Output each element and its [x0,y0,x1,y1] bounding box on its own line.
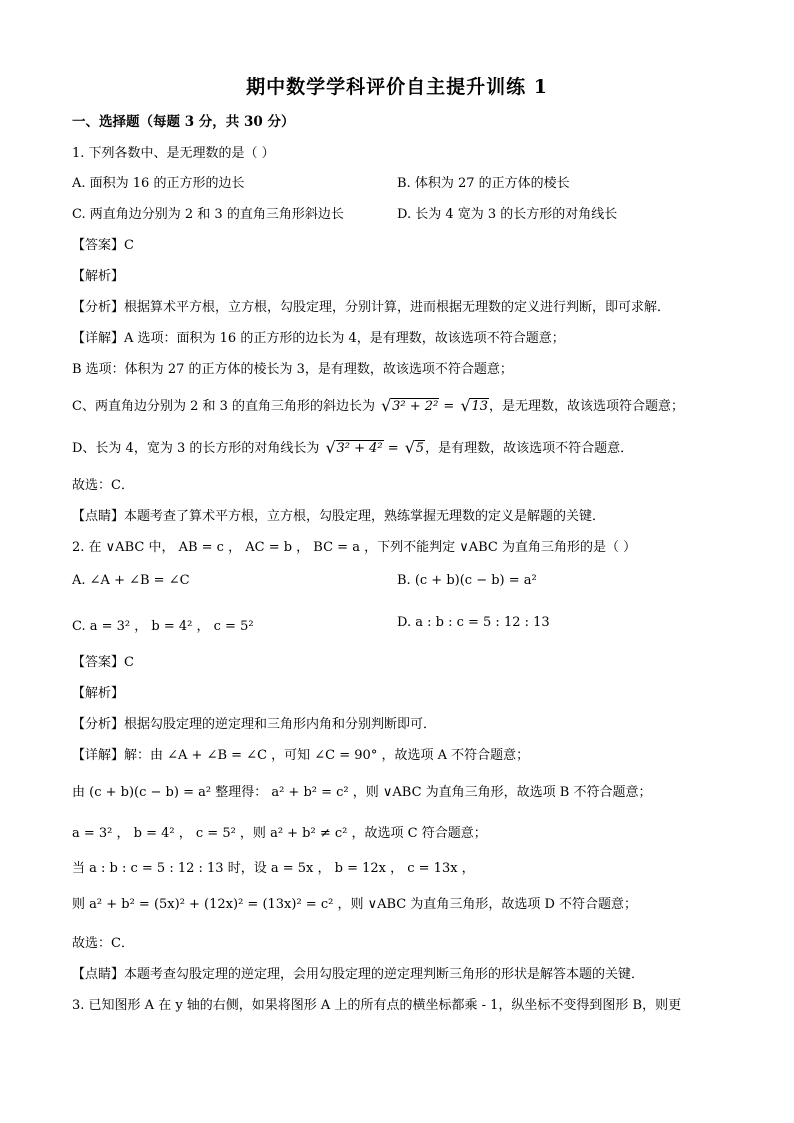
q2-choose: 故选：C． [72,936,134,951]
sqrt-result: √ 13 [460,399,489,414]
q1-fenxi: 【分析】根据算术平方根，立方根，勾股定理，分别计算，进而根据无理数的定义进行判断，即可求解． [72,300,671,315]
q1-detail-c: C、两直角边分别为 2 和 3 的直角三角形的斜边长为 √ 3² + 2² = √ 13，是无理数，故该选项符合题意； [72,395,684,414]
sqrt-expression: √ 3² + 4² [326,441,384,456]
q2-option-b: B. (c + b)(c − b) = a² [397,573,537,588]
q2-dianjing: 【点睛】本题考查勾股定理的逆定理，会用勾股定理的逆定理判断三角形的形状是解答本题的关键． [72,967,645,982]
q3-stem: 3. 已知图形 A 在 y 轴的右侧，如果将图形 A 上的所有点的横坐标都乘 - 1，纵坐标不变得到图形 B，则更 [72,998,682,1013]
q1-detail-b: B 选项：体积为 27 的正方体的棱长为 3，是有理数，故该选项不符合题意； [72,362,513,377]
q1-option-b: B. 体积为 27 的正方体的棱长 [397,176,570,191]
q1-choose: 故选：C． [72,478,134,493]
q2-analysis-label: 【解析】 [72,686,125,701]
q1-analysis-label: 【解析】 [72,269,125,284]
section-header: 一、选择题（每题 3 分，共 30 分） [72,114,295,130]
q2-detail-3: a = 3² ， b = 4² ， c = 5² ，则 a² + b² ≠ c² ，故选项 C 符合题意； [72,826,487,841]
q2-detail-2: 由 (c + b)(c − b) = a² 整理得： a² + b² = c² ，则 ∨ABC 为直角三角形，故选项 B 不符合题意； [72,785,652,800]
q1-option-d: D. 长为 4 宽为 3 的长方形的对角线长 [397,207,618,222]
page-title: 期中数学学科评价自主提升训练 1 [246,76,548,98]
q2-option-a: A. ∠A + ∠B = ∠C [72,573,190,588]
q2-answer: 【答案】C [72,655,134,670]
q2-option-c: C. a = 3² ， b = 4² ， c = 5² [72,619,254,634]
q1-answer: 【答案】C [72,238,134,253]
q1-dianjing: 【点睛】本题考查了算术平方根，立方根，勾股定理，熟练掌握无理数的定义是解题的关键． [72,509,606,524]
q1-stem: 1. 下列各数中、是无理数的是（ ） [72,146,275,161]
q2-detail-4: 当 a : b : c = 5 : 12 : 13 时，设 a = 5x ， b = 12x ， c = 13x ， [72,861,475,876]
q2-stem: 2. 在 ∨ABC 中， AB = c ， AC = b ， BC = a ，下列不能判定 ∨ABC 为直角三角形的是（ ） [72,540,637,555]
q2-detail-1: 【详解】解：由 ∠A + ∠B = ∠C ，可知 ∠C = 90° ，故选项 A 不符合题意； [72,748,530,763]
q1-detail-a: 【详解】A 选项：面积为 16 的正方形的边长为 4，是有理数，故该选项不符合题意； [72,331,565,346]
q2-detail-5: 则 a² + b² = (5x)² + (12x)² = (13x)² = c² ，则 ∨ABC 为直角三角形，故选项 D 不符合题意； [72,897,638,912]
sqrt-expression: √ 3² + 2² [381,399,439,414]
q2-option-d: D. a : b : c = 5 : 12 : 13 [397,615,550,630]
q1-detail-c-pre: C、两直角边分别为 2 和 3 的直角三角形的斜边长为 [72,399,380,414]
sqrt-result: √ 5 [405,441,425,456]
q1-option-c: C. 两直角边分别为 2 和 3 的直角三角形斜边长 [72,207,344,222]
q1-option-a: A. 面积为 16 的正方形的边长 [72,176,245,191]
q1-detail-d: D、长为 4，宽为 3 的长方形的对角线长为 √ 3² + 4² = √ 5，是有理数，故该选项不符合题意． [72,437,633,456]
q2-fenxi: 【分析】根据勾股定理的逆定理和三角形内角和分别判断即可． [72,717,437,732]
